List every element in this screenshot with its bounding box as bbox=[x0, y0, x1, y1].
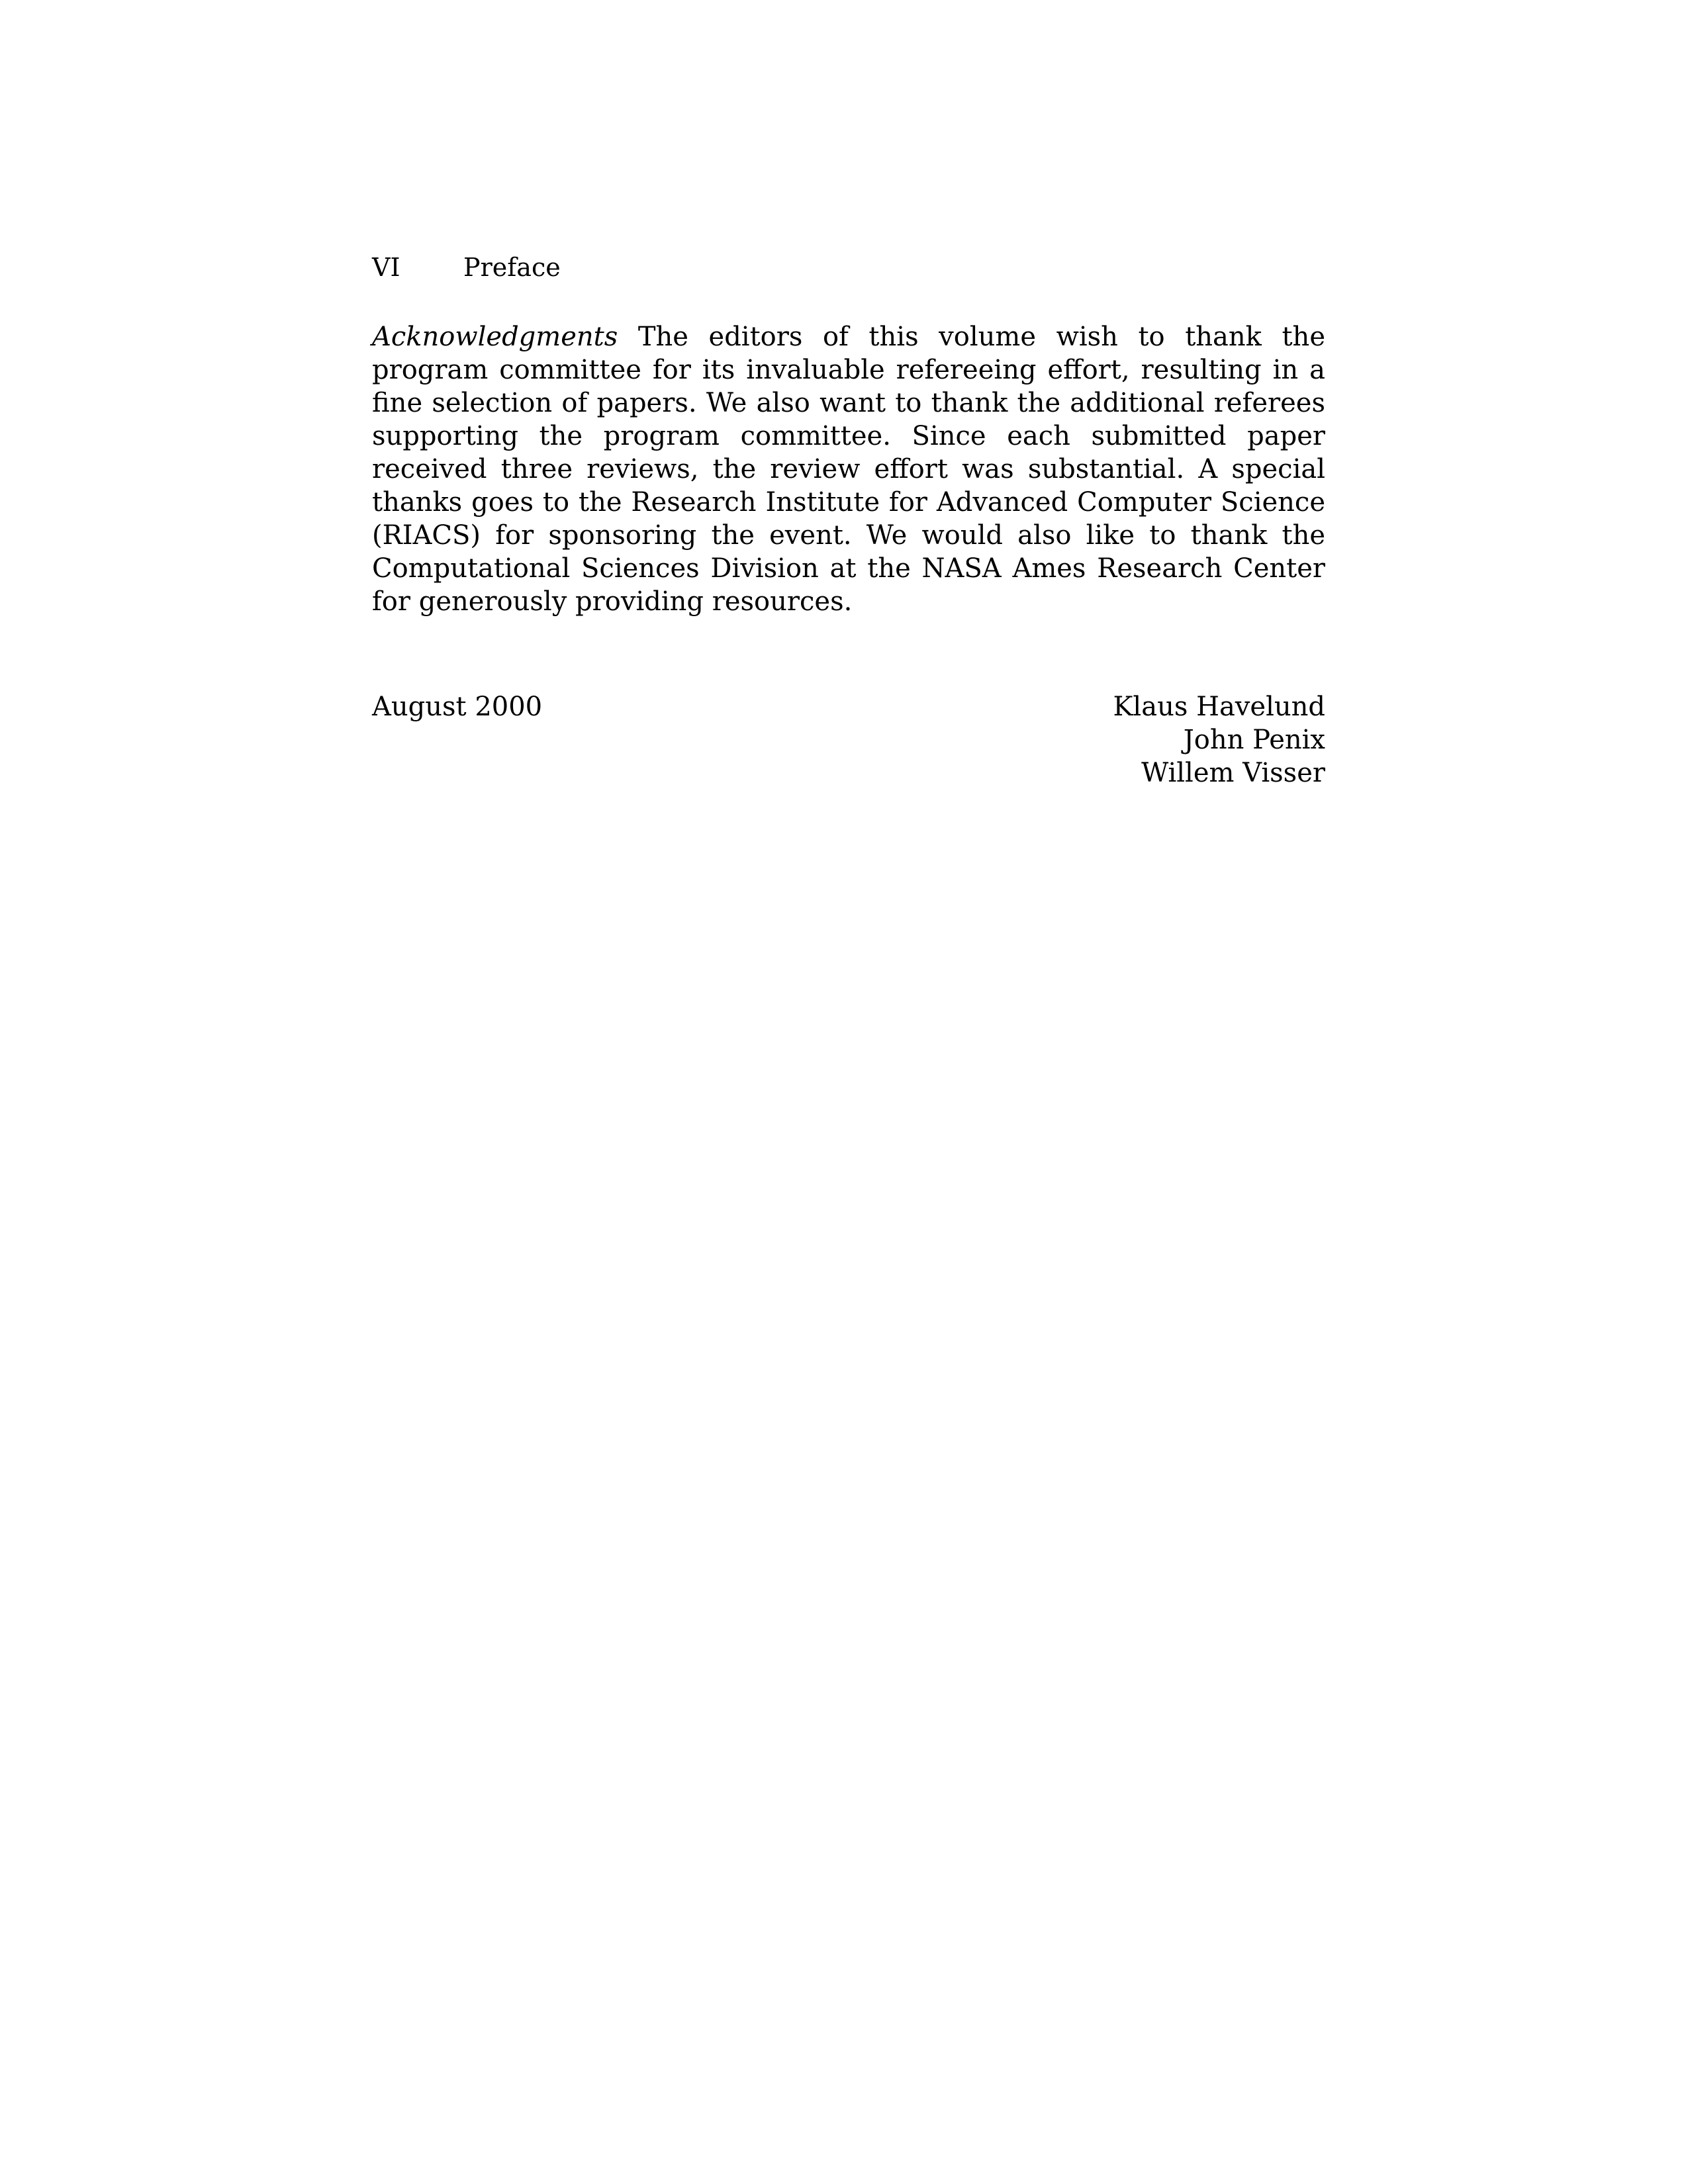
acknowledgments-heading: Acknowledgments bbox=[372, 322, 618, 352]
preface-date: August 2000 bbox=[372, 692, 543, 722]
page-number: VI bbox=[372, 253, 400, 282]
acknowledgments-paragraph bbox=[372, 320, 1325, 618]
running-head bbox=[372, 248, 561, 287]
editor-name: Willem Visser bbox=[1141, 758, 1325, 788]
editor-list bbox=[1113, 690, 1325, 790]
acknowledgments-text: The editors of this volume wish to thank the program committee for its invaluable refereeing effort, resulting in a fine selection of papers. We also want to thank the additional referees supporting the program committee. Since each submitted paper received three reviews, the review effort was substantial. A special thanks goes to the Research Institute for Advanced Computer Science (RIACS) for sponsoring the event. We would also like to thank the Computational Sciences Division at the NASA Ames Research Center for generously providing resources. bbox=[372, 322, 1325, 617]
section-title: Preface bbox=[463, 253, 561, 282]
editor-name: John Penix bbox=[1183, 725, 1325, 755]
editor-name: Klaus Havelund bbox=[1113, 692, 1325, 722]
